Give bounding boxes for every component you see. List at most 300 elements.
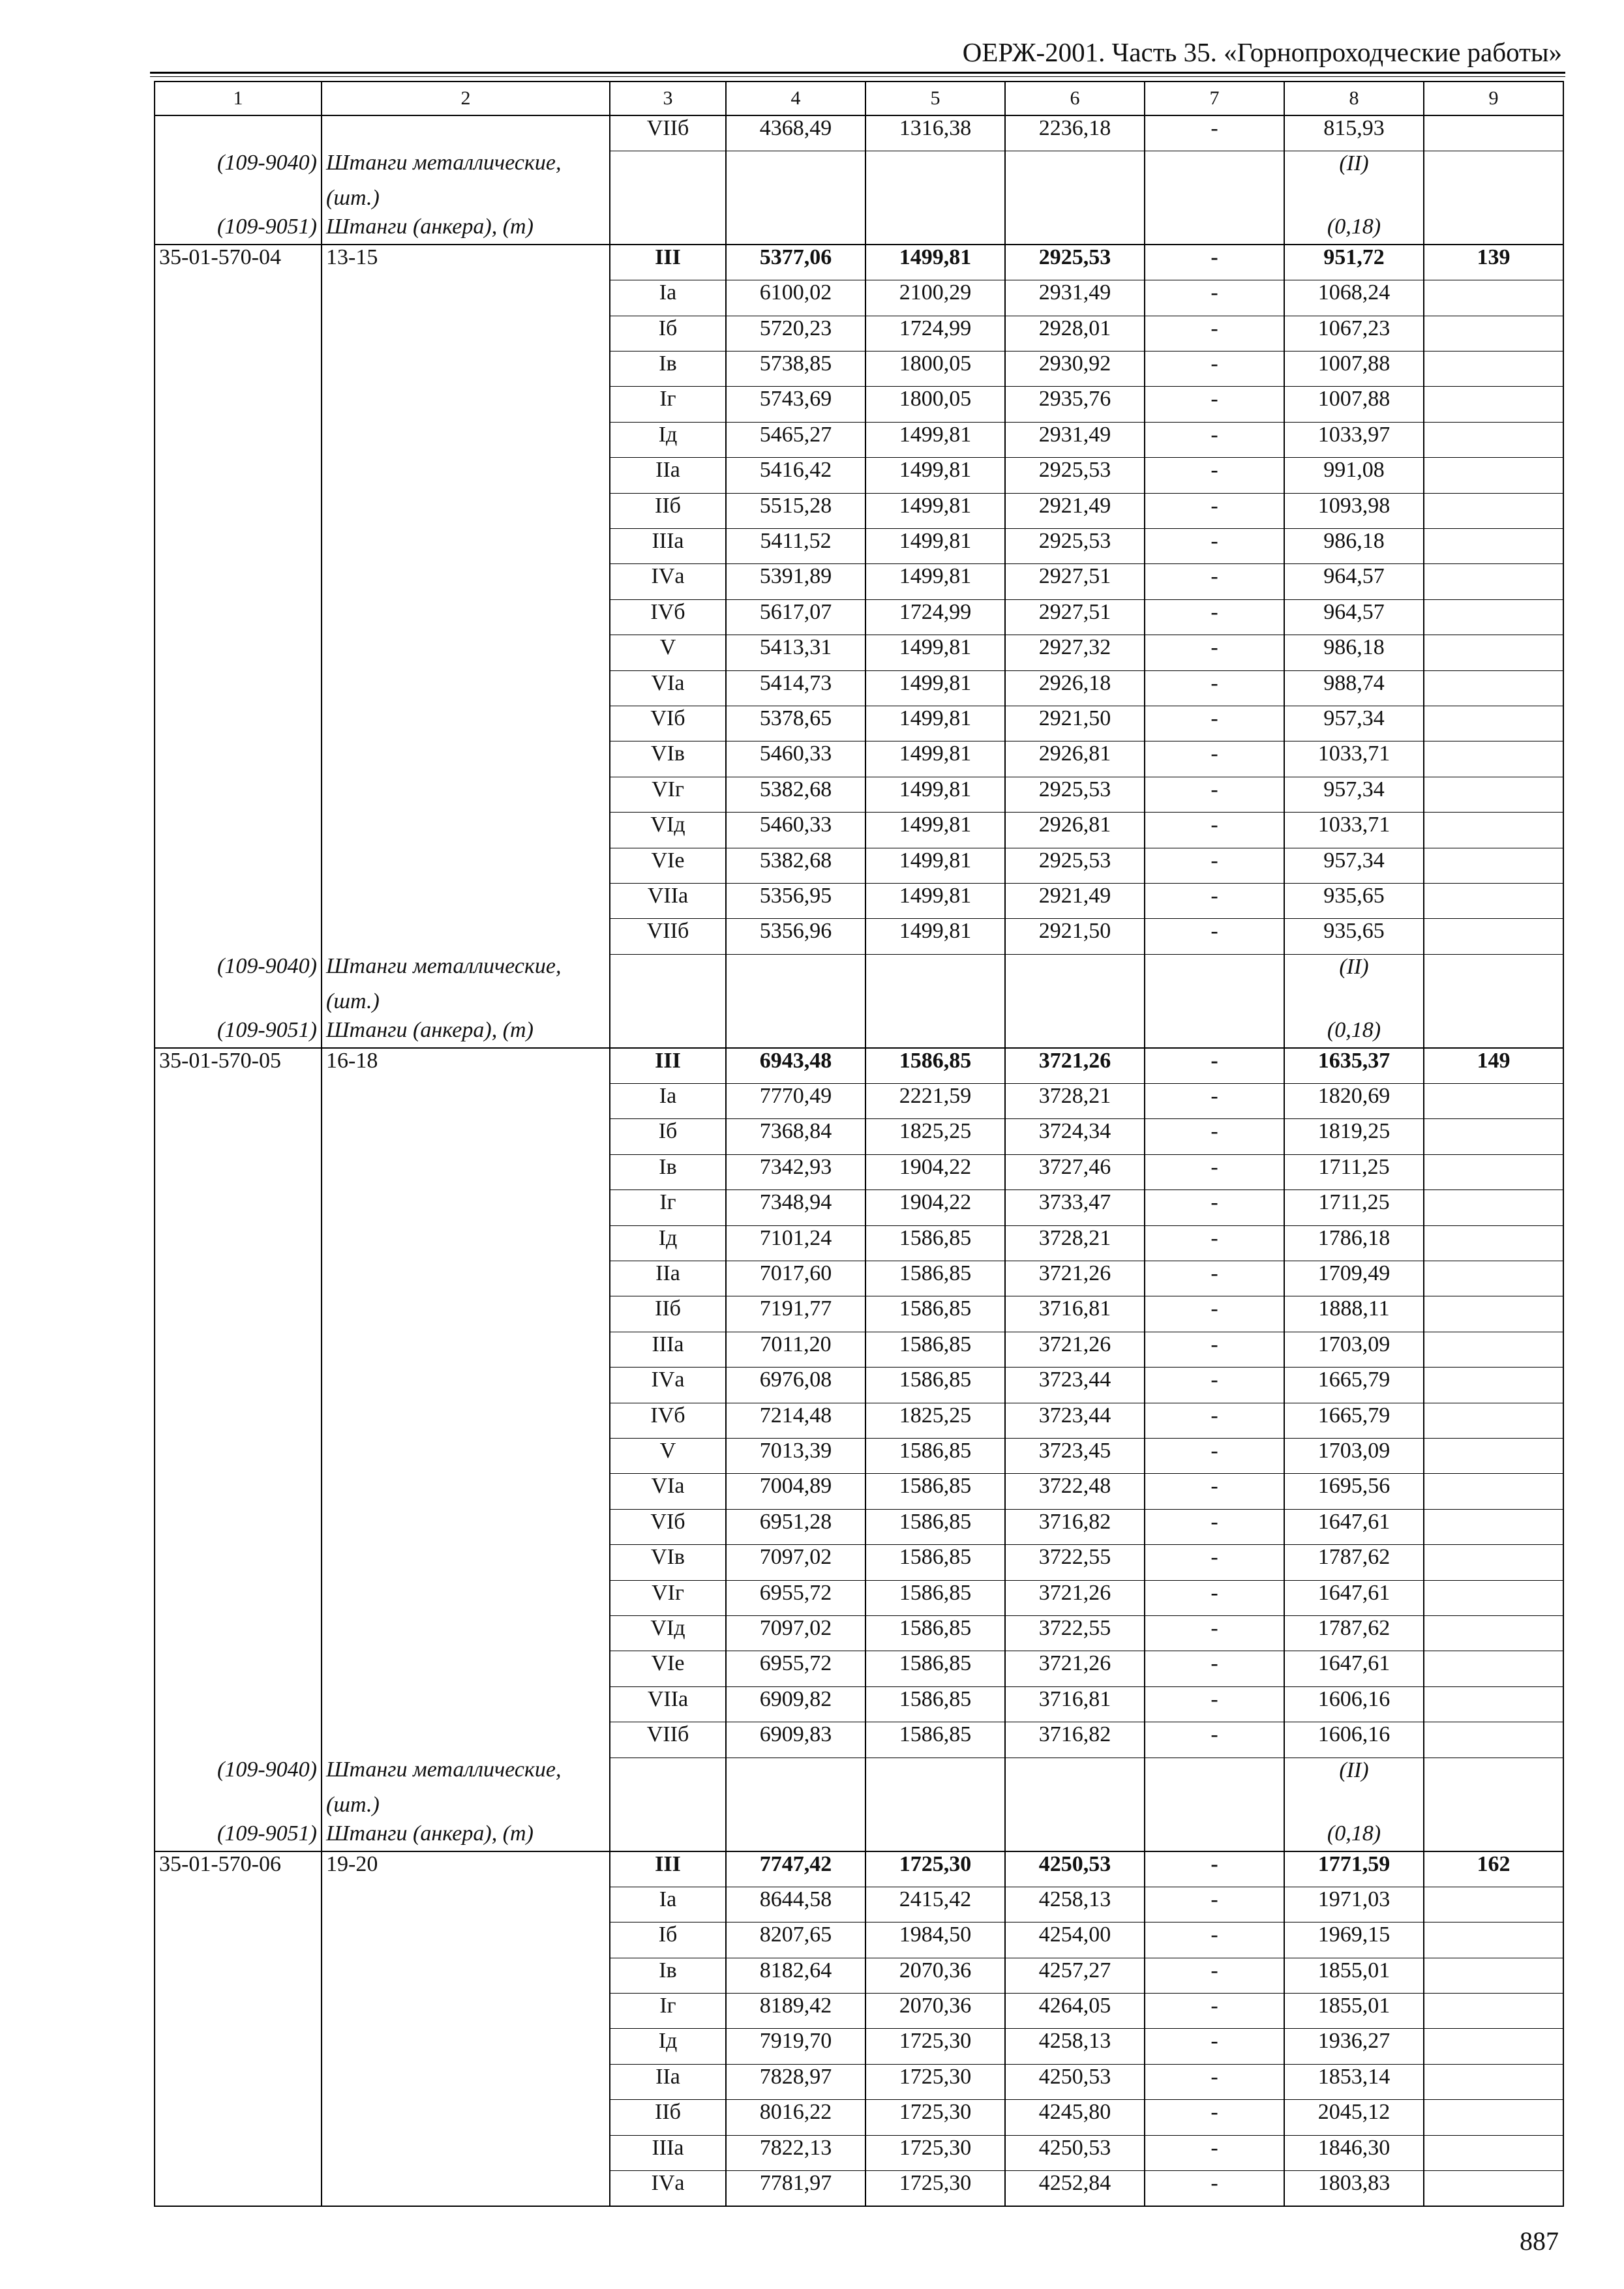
table-cell: [1284, 989, 1424, 1018]
labor-cell: [1424, 1545, 1563, 1580]
materials-cell: 1855,01: [1284, 1958, 1424, 1993]
materials-cell: 1709,49: [1284, 1261, 1424, 1296]
description-cell: [322, 1509, 610, 1544]
category-cell: IVб: [610, 599, 726, 635]
labor-cell: [1424, 2029, 1563, 2064]
material-code: (109-9051): [155, 1821, 322, 1851]
machinery-cell: 3723,44: [1005, 1403, 1145, 1438]
table-row: [155, 1922, 1563, 1958]
description-cell: [322, 1615, 610, 1651]
labor-cell: [1424, 1225, 1563, 1261]
total-cost-cell: 7017,60: [726, 1261, 865, 1296]
total-cost-cell: 8016,22: [726, 2100, 865, 2135]
drivers-wages-cell: -: [1145, 1190, 1284, 1225]
total-cost-cell: 6909,83: [726, 1722, 865, 1758]
wages-cell: 2415,42: [865, 1887, 1005, 1922]
description-cell: [322, 848, 610, 883]
code-cell: [155, 352, 322, 387]
material-row: [155, 1758, 1563, 1793]
labor-value: 149: [1424, 1048, 1563, 1083]
description-cell: [322, 2135, 610, 2170]
materials-cell: 1606,16: [1284, 1722, 1424, 1758]
wages-cell: 1586,85: [865, 1651, 1005, 1686]
wages-cell: 1984,50: [865, 1922, 1005, 1958]
category-cell: IIа: [610, 2064, 726, 2099]
table-cell: [865, 1821, 1005, 1851]
description-cell: [322, 813, 610, 848]
table-row: [155, 1296, 1563, 1332]
description-cell: [322, 1439, 610, 1474]
code-cell: [155, 564, 322, 599]
materials-cell: 1820,69: [1284, 1084, 1424, 1119]
total-cost-cell: 6943,48: [726, 1048, 865, 1083]
machinery-cell: 2931,49: [1005, 422, 1145, 457]
drivers-wages-cell: -: [1145, 387, 1284, 422]
machinery-cell: 4258,13: [1005, 2029, 1145, 2064]
description-cell: [322, 1474, 610, 1509]
drivers-wages-cell: -: [1145, 316, 1284, 351]
total-cost-cell: 5382,68: [726, 777, 865, 812]
code-cell: [155, 280, 322, 316]
total-cost-cell: 7348,94: [726, 1190, 865, 1225]
total-cost-cell: 5414,73: [726, 670, 865, 706]
table-row: [155, 1887, 1563, 1922]
category-cell: Iа: [610, 1887, 726, 1922]
labor-cell: [1424, 1722, 1563, 1758]
wages-cell: 1586,85: [865, 1439, 1005, 1474]
total-cost-cell: 6951,28: [726, 1509, 865, 1544]
drivers-wages-cell: -: [1145, 1048, 1284, 1083]
description-cell: [322, 458, 610, 493]
material-code: (109-9051): [155, 215, 322, 245]
table-row: [155, 777, 1563, 812]
total-cost-cell: 7770,49: [726, 1084, 865, 1119]
wages-cell: 1725,30: [865, 2100, 1005, 2135]
machinery-cell: 2925,53: [1005, 245, 1145, 280]
description-cell: [322, 1084, 610, 1119]
total-cost-cell: 7368,84: [726, 1119, 865, 1154]
code-cell: [155, 1403, 322, 1438]
code-cell: [155, 741, 322, 777]
machinery-cell: 3722,55: [1005, 1545, 1145, 1580]
code-cell: [155, 813, 322, 848]
code-cell: [155, 1887, 322, 1922]
machinery-cell: 3728,21: [1005, 1084, 1145, 1119]
category-cell: VIIа: [610, 1686, 726, 1722]
drivers-wages-cell: -: [1145, 635, 1284, 670]
category-cell: VIIб: [610, 115, 726, 151]
description-cell: [322, 529, 610, 564]
drivers-wages-cell: -: [1145, 2171, 1284, 2206]
drivers-wages-cell: -: [1145, 1084, 1284, 1119]
total-cost-cell: 7342,93: [726, 1154, 865, 1189]
drivers-wages-cell: -: [1145, 599, 1284, 635]
category-cell: VIд: [610, 813, 726, 848]
category-cell: VIа: [610, 1474, 726, 1509]
materials-cell: 1888,11: [1284, 1296, 1424, 1332]
category-cell: Iг: [610, 1190, 726, 1225]
code-cell: [155, 670, 322, 706]
materials-cell: 951,72: [1284, 245, 1424, 280]
material-value: (II): [1284, 151, 1424, 186]
labor-value: 139: [1424, 245, 1563, 280]
labor-cell: [1424, 1154, 1563, 1189]
code-cell: [155, 706, 322, 741]
machinery-cell: 3722,55: [1005, 1615, 1145, 1651]
category-cell: Iв: [610, 1154, 726, 1189]
materials-cell: 1068,24: [1284, 280, 1424, 316]
category-cell: VIг: [610, 777, 726, 812]
material-code: (109-9040): [155, 1758, 322, 1793]
drivers-wages-cell: -: [1145, 1154, 1284, 1189]
machinery-cell: 3723,45: [1005, 1439, 1145, 1474]
labor-cell: [1424, 2135, 1563, 2170]
table-cell: [610, 1018, 726, 1048]
table-row: [155, 741, 1563, 777]
labor-cell: [1424, 1296, 1563, 1332]
drivers-wages-cell: -: [1145, 813, 1284, 848]
wages-cell: 1586,85: [865, 1048, 1005, 1083]
material-name: Штанги (анкера), (т): [322, 215, 610, 245]
code-cell: [155, 1651, 322, 1686]
table-cell: [610, 215, 726, 245]
material-row: [155, 1793, 1563, 1821]
description-cell: [322, 741, 610, 777]
materials-cell: 1033,71: [1284, 741, 1424, 777]
drivers-wages-cell: -: [1145, 777, 1284, 812]
drivers-wages-cell: -: [1145, 1615, 1284, 1651]
table-cell: [1284, 186, 1424, 215]
material-name: Штанги (анкера), (т): [322, 1821, 610, 1851]
table-row: [155, 529, 1563, 564]
wages-cell: 1800,05: [865, 352, 1005, 387]
machinery-cell: 2927,32: [1005, 635, 1145, 670]
column-number: 7: [1145, 82, 1284, 115]
code-cell: [155, 1994, 322, 2029]
table-cell: [1005, 151, 1145, 186]
category-cell: V: [610, 1439, 726, 1474]
category-cell: Iг: [610, 1994, 726, 2029]
total-cost-cell: 5460,33: [726, 741, 865, 777]
wages-cell: 1499,81: [865, 458, 1005, 493]
category-cell: VIб: [610, 706, 726, 741]
material-value: (II): [1284, 1758, 1424, 1793]
wages-cell: 1499,81: [865, 777, 1005, 812]
drivers-wages-cell: -: [1145, 1722, 1284, 1758]
labor-cell: [1424, 1084, 1563, 1119]
machinery-cell: 2930,92: [1005, 352, 1145, 387]
category-cell: VIд: [610, 1615, 726, 1651]
machinery-cell: 3721,26: [1005, 1332, 1145, 1367]
material-name: Штанги металлические,: [322, 1758, 610, 1793]
wages-cell: 1586,85: [865, 1225, 1005, 1261]
labor-cell: [1424, 1958, 1563, 1993]
table-cell: [1145, 1018, 1284, 1048]
labor-cell: [1424, 280, 1563, 316]
table-row: [155, 1084, 1563, 1119]
table-cell: [1284, 1793, 1424, 1821]
drivers-wages-cell: -: [1145, 1368, 1284, 1403]
page-number: 887: [1520, 2226, 1559, 2256]
table-row: [155, 1048, 1563, 1083]
code-cell: [155, 2029, 322, 2064]
wages-cell: 1499,81: [865, 635, 1005, 670]
category-cell: VIе: [610, 1651, 726, 1686]
column-number: 1: [155, 82, 322, 115]
material-value: (0,18): [1284, 1018, 1424, 1048]
description-cell: [322, 1580, 610, 1615]
total-cost-cell: 7191,77: [726, 1296, 865, 1332]
code-cell: [155, 1722, 322, 1758]
column-number: 2: [322, 82, 610, 115]
code-cell: [155, 919, 322, 954]
wages-cell: 1586,85: [865, 1474, 1005, 1509]
drivers-wages-cell: -: [1145, 670, 1284, 706]
materials-cell: 1803,83: [1284, 2171, 1424, 2206]
materials-cell: 1819,25: [1284, 1119, 1424, 1154]
description-cell: [322, 1922, 610, 1958]
table-row: [155, 2100, 1563, 2135]
table-row: [155, 1994, 1563, 2029]
total-cost-cell: 8189,42: [726, 1994, 865, 2029]
labor-cell: [1424, 1509, 1563, 1544]
machinery-cell: 2925,53: [1005, 777, 1145, 812]
table-row: [155, 883, 1563, 918]
wages-cell: 1586,85: [865, 1686, 1005, 1722]
total-cost-cell: 7828,97: [726, 2064, 865, 2099]
table-row: [155, 1225, 1563, 1261]
material-value: (0,18): [1284, 215, 1424, 245]
category-cell: IIа: [610, 1261, 726, 1296]
code-cell: [155, 1261, 322, 1296]
table-row: [155, 706, 1563, 741]
drivers-wages-cell: -: [1145, 1580, 1284, 1615]
total-cost-cell: 5382,68: [726, 848, 865, 883]
material-value: (II): [1284, 954, 1424, 989]
materials-cell: 1635,37: [1284, 1048, 1424, 1083]
description-cell: [322, 919, 610, 954]
total-cost-cell: 5465,27: [726, 422, 865, 457]
table-cell: [1424, 1793, 1563, 1821]
description-cell: [322, 706, 610, 741]
drivers-wages-cell: -: [1145, 1887, 1284, 1922]
drivers-wages-cell: -: [1145, 883, 1284, 918]
drivers-wages-cell: -: [1145, 1994, 1284, 2029]
wages-cell: 1316,38: [865, 115, 1005, 151]
drivers-wages-cell: -: [1145, 1119, 1284, 1154]
labor-cell: [1424, 1686, 1563, 1722]
table-cell: [726, 954, 865, 989]
material-row: [155, 186, 1563, 215]
category-cell: VIб: [610, 1509, 726, 1544]
wages-cell: 1499,81: [865, 813, 1005, 848]
category-cell: IIIа: [610, 1332, 726, 1367]
rate-description: 13-15: [322, 245, 610, 280]
description-cell: [322, 1887, 610, 1922]
table-row: [155, 1615, 1563, 1651]
code-cell: [155, 1439, 322, 1474]
total-cost-cell: 7214,48: [726, 1403, 865, 1438]
rate-code: 35-01-570-06: [155, 1851, 322, 1887]
wages-cell: 1904,22: [865, 1154, 1005, 1189]
wages-cell: 1586,85: [865, 1580, 1005, 1615]
machinery-cell: 2927,51: [1005, 599, 1145, 635]
category-cell: VIв: [610, 741, 726, 777]
column-number-row: [155, 82, 1563, 115]
labor-cell: [1424, 919, 1563, 954]
materials-cell: 2045,12: [1284, 2100, 1424, 2135]
table-row: [155, 2029, 1563, 2064]
category-cell: Iа: [610, 1084, 726, 1119]
table-cell: [610, 954, 726, 989]
category-cell: IVа: [610, 2171, 726, 2206]
labor-cell: [1424, 1403, 1563, 1438]
machinery-cell: 2935,76: [1005, 387, 1145, 422]
table-row: [155, 316, 1563, 351]
drivers-wages-cell: -: [1145, 280, 1284, 316]
materials-cell: 1703,09: [1284, 1439, 1424, 1474]
category-cell: IVа: [610, 564, 726, 599]
code-cell: [155, 529, 322, 564]
total-cost-cell: 6976,08: [726, 1368, 865, 1403]
table-row: [155, 1368, 1563, 1403]
machinery-cell: 3721,26: [1005, 1580, 1145, 1615]
total-cost-cell: 7781,97: [726, 2171, 865, 2206]
labor-cell: [1424, 848, 1563, 883]
table-cell: [726, 1018, 865, 1048]
table-row: [155, 1261, 1563, 1296]
category-cell: Iд: [610, 422, 726, 457]
total-cost-cell: 5356,95: [726, 883, 865, 918]
machinery-cell: 3722,48: [1005, 1474, 1145, 1509]
table-cell: [726, 989, 865, 1018]
table-row: [155, 635, 1563, 670]
table-cell: [865, 215, 1005, 245]
wages-cell: 1499,81: [865, 422, 1005, 457]
table-cell: [610, 186, 726, 215]
materials-cell: 1936,27: [1284, 2029, 1424, 2064]
wages-cell: 1499,81: [865, 741, 1005, 777]
description-cell: [322, 1958, 610, 1993]
labor-cell: [1424, 1190, 1563, 1225]
table-cell: [1005, 215, 1145, 245]
table-row: [155, 2171, 1563, 2206]
materials-cell: 815,93: [1284, 115, 1424, 151]
table-cell: [1005, 1793, 1145, 1821]
wages-cell: 1725,30: [865, 2064, 1005, 2099]
labor-cell: [1424, 2064, 1563, 2099]
description-cell: [322, 1686, 610, 1722]
materials-cell: 964,57: [1284, 599, 1424, 635]
category-cell: Iд: [610, 2029, 726, 2064]
drivers-wages-cell: -: [1145, 529, 1284, 564]
table-cell: [865, 989, 1005, 1018]
code-cell: [155, 883, 322, 918]
machinery-cell: 3733,47: [1005, 1190, 1145, 1225]
drivers-wages-cell: -: [1145, 2029, 1284, 2064]
materials-cell: 1093,98: [1284, 493, 1424, 528]
materials-cell: 935,65: [1284, 919, 1424, 954]
wages-cell: 1725,30: [865, 2171, 1005, 2206]
description-cell: [322, 2064, 610, 2099]
code-cell: [155, 493, 322, 528]
table-cell: [1005, 954, 1145, 989]
description-cell: [322, 422, 610, 457]
category-cell: VIв: [610, 1545, 726, 1580]
materials-cell: 1855,01: [1284, 1994, 1424, 2029]
wages-cell: 1904,22: [865, 1190, 1005, 1225]
table-cell: [1005, 1758, 1145, 1793]
labor-cell: [1424, 458, 1563, 493]
drivers-wages-cell: -: [1145, 2064, 1284, 2099]
labor-cell: [1424, 1651, 1563, 1686]
total-cost-cell: 5413,31: [726, 635, 865, 670]
materials-cell: 1007,88: [1284, 387, 1424, 422]
wages-cell: 1725,30: [865, 2029, 1005, 2064]
labor-cell: [1424, 115, 1563, 151]
table-row: [155, 280, 1563, 316]
materials-cell: 935,65: [1284, 883, 1424, 918]
machinery-cell: 2927,51: [1005, 564, 1145, 599]
machinery-cell: 4254,00: [1005, 1922, 1145, 1958]
labor-cell: [1424, 316, 1563, 351]
labor-cell: [1424, 635, 1563, 670]
code-cell: [155, 1580, 322, 1615]
description-cell: [322, 635, 610, 670]
total-cost-cell: 5460,33: [726, 813, 865, 848]
table-row: [155, 1190, 1563, 1225]
wages-cell: 1499,81: [865, 706, 1005, 741]
table-cell: [1145, 186, 1284, 215]
labor-cell: [1424, 599, 1563, 635]
table-row: [155, 564, 1563, 599]
machinery-cell: 4258,13: [1005, 1887, 1145, 1922]
description-cell: [322, 316, 610, 351]
material-row: [155, 1821, 1563, 1851]
drivers-wages-cell: -: [1145, 1651, 1284, 1686]
total-cost-cell: 6955,72: [726, 1580, 865, 1615]
category-cell: Iв: [610, 352, 726, 387]
materials-cell: 1846,30: [1284, 2135, 1424, 2170]
page-header-title: ОЕРЖ-2001. Часть 35. «Горнопроходческие работы»: [962, 37, 1562, 67]
code-cell: [155, 1545, 322, 1580]
category-cell: Iб: [610, 1119, 726, 1154]
table-cell: [1424, 1821, 1563, 1851]
material-code: (109-9051): [155, 1018, 322, 1048]
code-cell: [155, 2171, 322, 2206]
drivers-wages-cell: -: [1145, 1225, 1284, 1261]
table-cell: [1145, 1758, 1284, 1793]
material-name: Штанги металлические,: [322, 151, 610, 186]
table-cell: [610, 989, 726, 1018]
rate-code: 35-01-570-04: [155, 245, 322, 280]
description-cell: [322, 1994, 610, 2029]
description-cell: [322, 777, 610, 812]
table-cell: [1424, 215, 1563, 245]
description-cell: [322, 1119, 610, 1154]
material-name: Штанги металлические,: [322, 954, 610, 989]
wages-cell: 2070,36: [865, 1994, 1005, 2029]
wages-cell: 2070,36: [865, 1958, 1005, 1993]
table-row: [155, 115, 1563, 151]
machinery-cell: 2925,53: [1005, 458, 1145, 493]
table-row: [155, 1474, 1563, 1509]
drivers-wages-cell: -: [1145, 1958, 1284, 1993]
table-row: [155, 1651, 1563, 1686]
table-cell: [1005, 1821, 1145, 1851]
machinery-cell: 3728,21: [1005, 1225, 1145, 1261]
total-cost-cell: 7822,13: [726, 2135, 865, 2170]
